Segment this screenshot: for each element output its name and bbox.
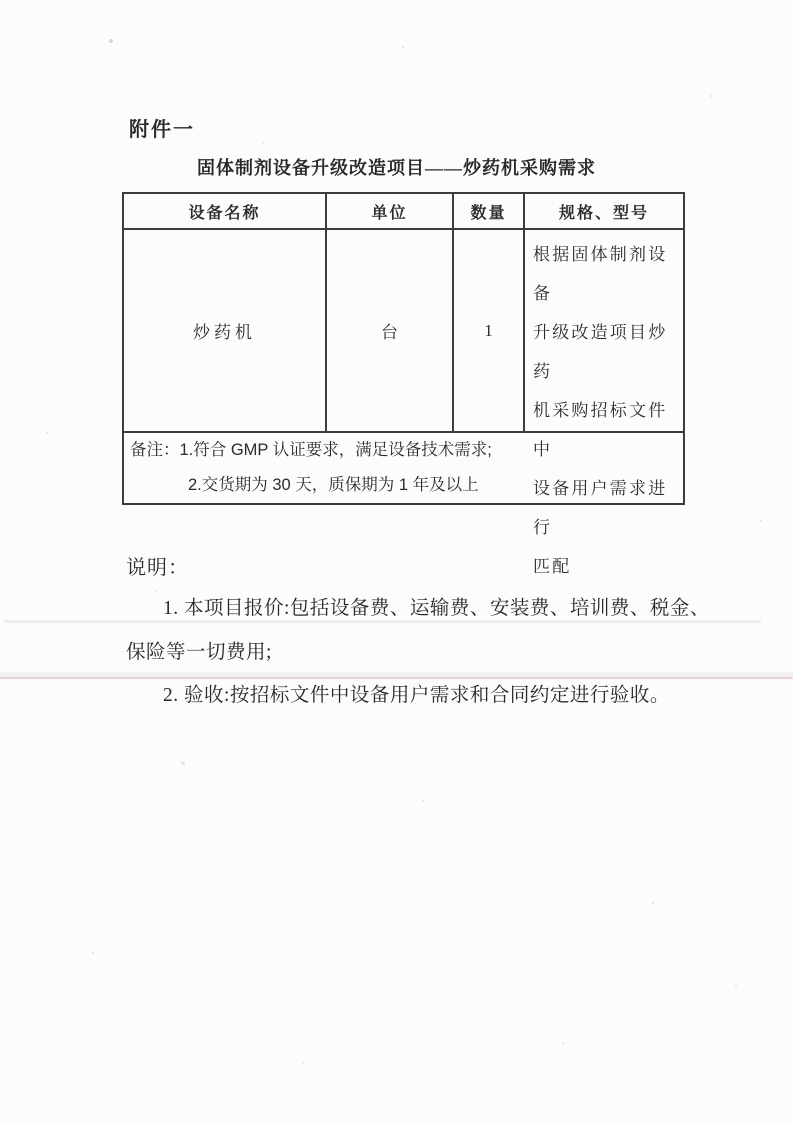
header-cell-spec-model: 规格、型号 (525, 194, 683, 230)
spec-line: 根据固体制剂设备 (533, 245, 668, 303)
header-cell-quantity: 数量 (454, 194, 525, 230)
spec-line: 设备用户需求进行 (533, 479, 668, 537)
remark-row (124, 433, 683, 503)
header-cell-unit: 单位 (327, 194, 454, 230)
cell-unit: 台 (327, 230, 454, 433)
scan-artifact-line (4, 620, 761, 623)
cell-device-name: 炒药机 (124, 230, 327, 433)
header-cell-device-name: 设备名称 (124, 194, 327, 230)
remark-line-2: 2.交货期为 30 天，质保期为 1 年及以上 (188, 476, 479, 494)
note-item-1-line-1: 1. 本项目报价:包括设备费、运输费、安装费、培训费、税金、 (163, 598, 710, 619)
scan-speckles (0, 0, 2, 2)
note-item-1-line-2: 保险等一切费用; (126, 642, 272, 663)
remark-line-1: 备注：1.符合 GMP 认证要求，满足设备技术需求; (130, 441, 492, 459)
document-title: 固体制剂设备升级改造项目——炒药机采购需求 (197, 158, 596, 178)
spec-line: 机采购招标文件中 (533, 401, 668, 459)
cell-quantity: 1 (454, 230, 525, 433)
attachment-label: 附件一 (129, 119, 195, 141)
note-item-2: 2. 验收:按招标文件中设备用户需求和合同约定进行验收。 (163, 685, 670, 706)
spec-line: 匹配 (533, 557, 572, 576)
notes-heading: 说明： (126, 557, 189, 579)
spec-line: 升级改造项目炒药 (533, 323, 668, 381)
cell-spec-model (525, 230, 683, 576)
